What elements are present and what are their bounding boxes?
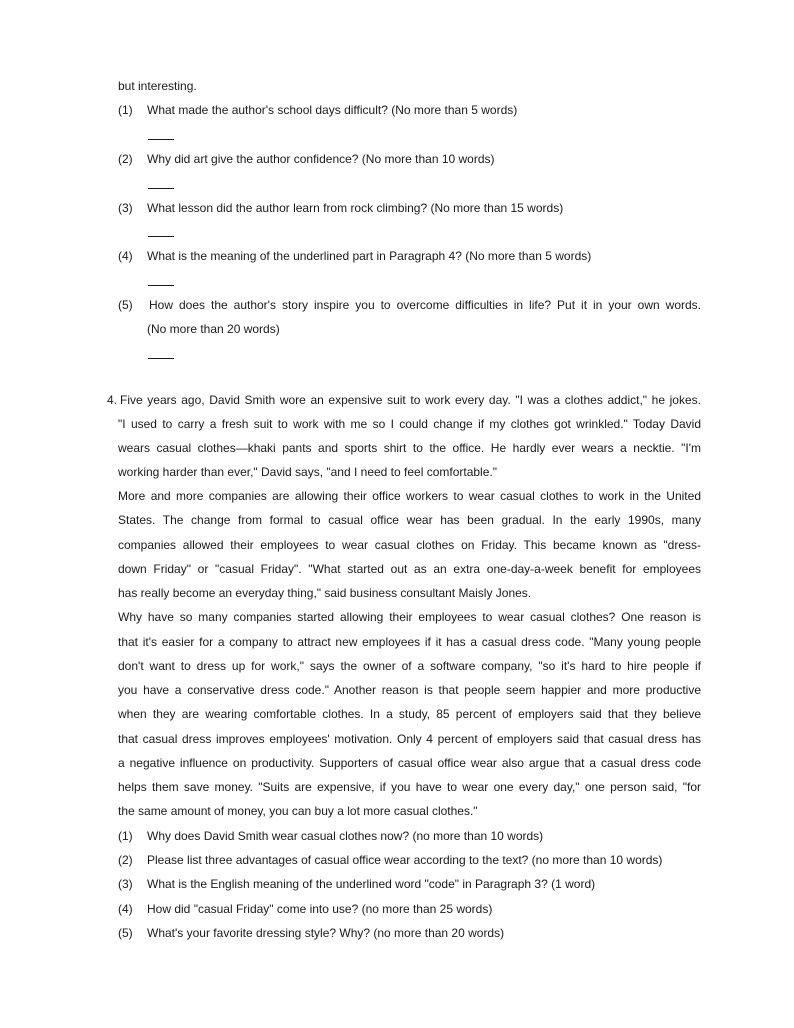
passage-line: the same amount of money, you can buy a lot more casual clothes."	[118, 804, 478, 818]
question-number: (1)	[118, 103, 133, 117]
passage-line: More and more companies are allowing their office workers to wear casual clothes to work in the United	[118, 489, 701, 503]
question-text: Please list three advantages of casual office wear according to the text? (no more than 10 words)	[147, 853, 663, 867]
passage-line: Why have so many companies started allowing their employees to wear casual clothes? One reason is	[118, 610, 701, 624]
question-text: What lesson did the author learn from rock climbing? (No more than 15 words)	[147, 201, 564, 215]
question-number: (5)	[118, 926, 133, 940]
question-number: (3)	[118, 877, 133, 891]
question-text: Why did art give the author confidence? (No more than 10 words)	[147, 152, 495, 166]
passage-line: a negative influence on productivity. Supporters of casual office wear also argue that a casual dress code	[118, 756, 701, 770]
intro-tail: but interesting.	[118, 79, 197, 93]
passage-line: has really become an everyday thing," said business consultant Maisly Jones.	[118, 586, 532, 600]
question-text: What made the author's school days difficult? (No more than 5 words)	[147, 103, 518, 117]
question-number: (4)	[118, 902, 133, 916]
passage-line: you have a conservative dress code." Another reason is that people seem happier and more productive	[118, 683, 701, 697]
answer-blank	[148, 188, 174, 189]
question-text: Why does David Smith wear casual clothes now? (no more than 10 words)	[147, 829, 544, 843]
passage-line: "I used to carry a fresh suit to work with me so I could change if my clothes got wrinkled." Today David	[118, 417, 701, 431]
question-text-cont: (No more than 20 words)	[147, 322, 280, 336]
passage-number: 4.	[107, 393, 118, 407]
question-number: (2)	[118, 152, 133, 166]
question-text: What is the meaning of the underlined part in Paragraph 4? (No more than 5 words)	[147, 249, 592, 263]
passage-line: Five years ago, David Smith wore an expensive suit to work every day. "I was a clothes addict," he jokes.	[120, 393, 701, 407]
passage-line: helps them save money. "Suits are expensive, if you have to wear one every day," one person said, "for	[118, 780, 701, 794]
passage-line: when they are wearing comfortable clothes. In a study, 85 percent of employers said that they believe	[118, 707, 701, 721]
answer-blank	[148, 236, 174, 237]
passage-line: wears casual clothes—khaki pants and sports shirt to the office. He hardly ever wears a necktie. "I'm	[118, 441, 701, 455]
question-text: What is the English meaning of the underlined word "code" in Paragraph 3? (1 word)	[147, 877, 596, 891]
passage-line: States. The change from formal to casual office wear has been gradual. In the early 1990s, many	[118, 513, 701, 527]
question-number: (5)	[118, 298, 133, 312]
question-number: (2)	[118, 853, 133, 867]
passage-line: that it's easier for a company to attract new employees if it has a casual dress code. "Many young people	[118, 635, 701, 649]
passage-line: don't want to dress up for work," says the owner of a software company, "so it's hard to hire people if	[118, 659, 701, 673]
passage-line: companies allowed their employees to wear casual clothes on Friday. This became known as "dress-	[118, 538, 701, 552]
question-number: (1)	[118, 829, 133, 843]
question-number: (3)	[118, 201, 133, 215]
question-text: What's your favorite dressing style? Why? (no more than 20 words)	[147, 926, 505, 940]
answer-blank	[148, 285, 174, 286]
passage-line: working harder than ever," David says, "and I need to feel comfortable."	[118, 465, 497, 479]
passage-line: down Friday" or "casual Friday". "What started out as an extra one-day-a-week benefit for employees	[118, 562, 701, 576]
question-text: How did "casual Friday" come into use? (no more than 25 words)	[147, 902, 493, 916]
answer-blank	[148, 358, 174, 359]
question-number: (4)	[118, 249, 133, 263]
passage-line: that casual dress improves employees' motivation. Only 4 percent of employers said that casual dress has	[118, 732, 701, 746]
answer-blank	[148, 139, 174, 140]
question-text: How does the author's story inspire you to overcome difficulties in life? Put it in your own words.	[149, 298, 701, 312]
